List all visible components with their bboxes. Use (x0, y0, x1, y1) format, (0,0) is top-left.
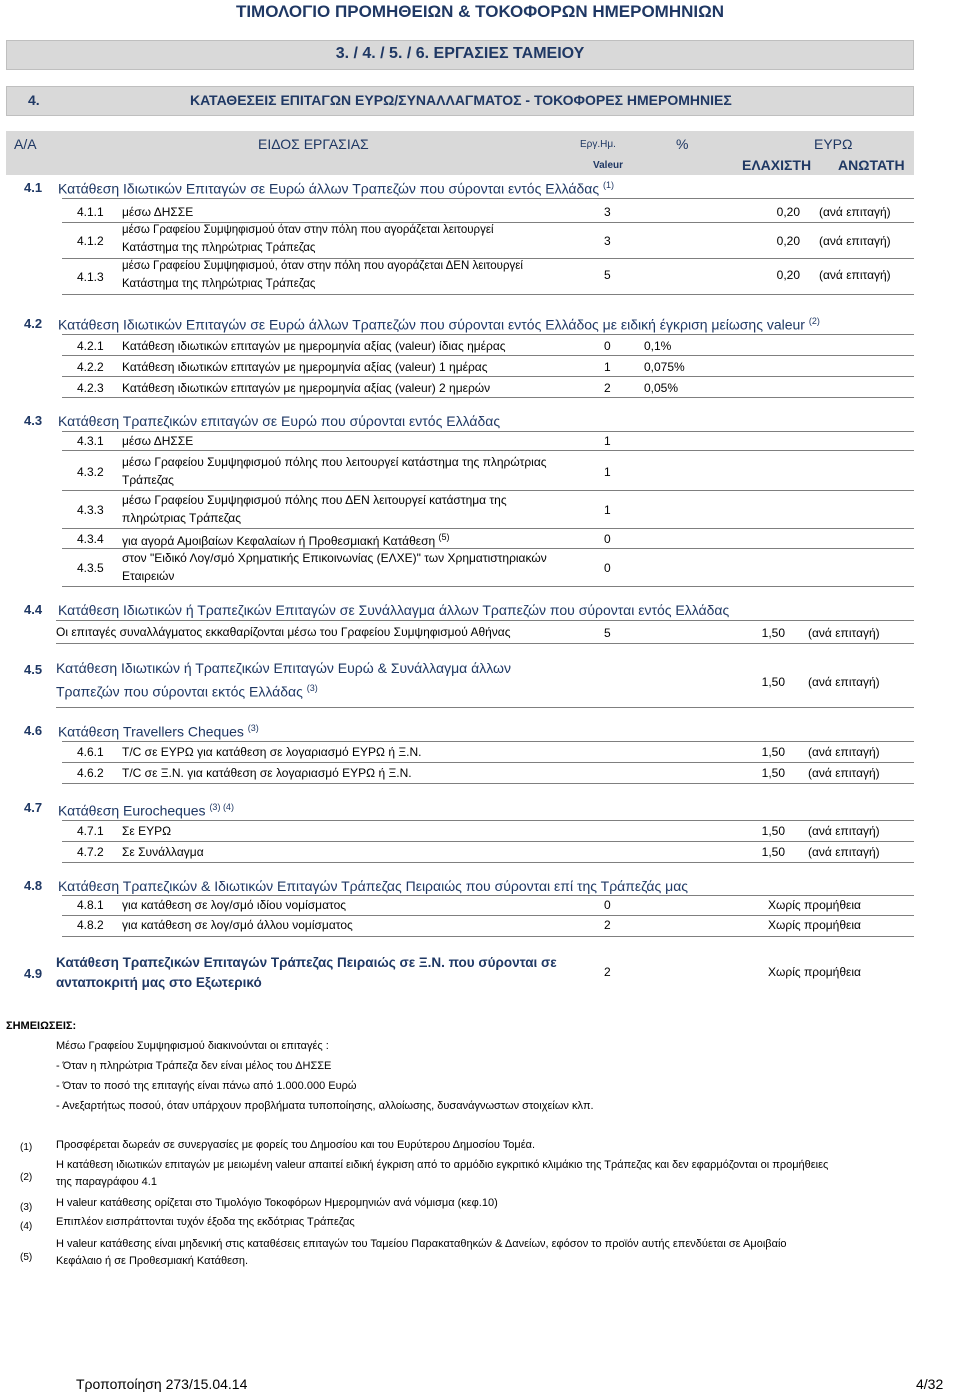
row-text: Οι επιταγές συναλλάγματος εκκαθαρίζονται μέσω του Γραφείου Συμψηφισμού Αθήνας (56, 625, 511, 639)
row-days: 1 (604, 465, 611, 479)
row-days: 1 (604, 503, 611, 517)
footnote-number: (1) (20, 1142, 33, 1153)
col-days: Εργ.Ημ. (580, 139, 616, 150)
notes-item: - Ανεξαρτήτως ποσού, όταν υπάρχουν προβλήματα τυποποίησης, αλλοίωσης, δυσανάγνωστων στοιχείων κλπ. (56, 1100, 594, 1112)
footnote-number: (5) (20, 1252, 33, 1263)
col-euro: ΕΥΡΩ (814, 136, 853, 152)
row-text-line1: μέσω Γραφείου Συμψηφισμού πόλης που ΔΕΝ λειτουργεί κατάστημα της (122, 493, 507, 507)
document-title: ΤΙΜΟΛΟΓΙΟ ΠΡΟΜΗΘΕΙΩΝ & ΤΟΚΟΦΟΡΩΝ ΗΜΕΡΟΜΗΝΙΩΝ (235, 2, 725, 21)
row-text-line1: μέσω Γραφείου Συμψηφισμού, όταν στην πόλη που αγοράζεται ΔΕΝ λειτουργεί (122, 260, 523, 272)
row-days: 5 (604, 268, 611, 282)
chapter-title: 3. / 4. / 5. / 6. ΕΡΓΑΣΙΕΣ ΤΑΜΕΙΟΥ (335, 45, 585, 62)
row-days: 1 (604, 434, 611, 448)
s45-title-line1: Κατάθεση Ιδιωτικών ή Τραπεζικών Επιταγών Ευρώ & Συνάλλαγμα άλλων (56, 660, 511, 676)
row-per-cheque: (ανά επιταγή) (808, 824, 880, 838)
divider (62, 862, 914, 863)
footnote-text: Επιπλέον εισπράττονται τυχόν έξοδα της εκδότριας Τράπεζας (56, 1216, 355, 1228)
row-min: 0,20 (776, 234, 800, 248)
row-num: 4.2.2 (77, 360, 104, 374)
divider (56, 620, 914, 621)
row-num: 4.3.5 (77, 561, 104, 575)
row-min: 1,50 (761, 675, 785, 689)
row-days: 2 (604, 381, 611, 395)
s44-num: 4.4 (24, 602, 43, 617)
row-days: 0 (604, 339, 611, 353)
row-text: Σε Συνάλλαγμα (122, 845, 204, 859)
footnote-number: (2) (20, 1172, 33, 1183)
row-pct: 0,05% (644, 381, 679, 395)
s46-num: 4.6 (24, 723, 43, 738)
divider (62, 450, 914, 451)
row-text: Σε ΕΥΡΩ (122, 824, 172, 838)
row-min: 1,50 (761, 845, 785, 859)
row-fee: Χωρίς προμήθεια (768, 898, 861, 912)
row-num: 4.2.3 (77, 381, 104, 395)
footnote-text: Προσφέρεται δωρεάν σε συνεργασίες με φορείς του Δημοσίου και του Ευρύτερου Δημοσίου Τομέα. (56, 1139, 536, 1151)
row-fee: Χωρίς προμήθεια (768, 965, 861, 979)
row-num: 4.1.3 (77, 270, 104, 284)
s41-num: 4.1 (24, 180, 43, 195)
row-per-cheque: (ανά επιταγή) (819, 234, 891, 248)
row-min: 1,50 (761, 626, 785, 640)
row-text: Τ/C σε ΕΥΡΩ για κατάθεση σε λογαριασμό ΕΥΡΩ ή Ξ.Ν. (122, 745, 422, 759)
row-fee: Χωρίς προμήθεια (768, 918, 861, 932)
row-text: Κατάθεση ιδιωτικών επιταγών με ημερομηνία αξίας (valeur) 2 ημερών (122, 381, 491, 395)
row-per-cheque: (ανά επιταγή) (808, 766, 880, 780)
divider (62, 841, 914, 842)
notes-item: - Όταν η πληρώτρια Τράπεζα δεν είναι μέλος του ΔΗΣΣΕ (56, 1060, 332, 1072)
row-text-line2: πληρώτριας Τράπεζας (122, 511, 241, 525)
s49-title-line1: Κατάθεση Τραπεζικών Επιταγών Τράπεζας Πειραιώς σε Ξ.Ν. που σύρονται σε (56, 955, 557, 970)
row-per-cheque: (ανά επιταγή) (808, 845, 880, 859)
row-text-line2: Τράπεζας (122, 473, 174, 487)
divider (62, 586, 914, 587)
divider (62, 376, 914, 377)
row-days: 2 (604, 965, 611, 979)
row-text-line1: μέσω Γραφείου Συμψηφισμού πόλης που λειτουργεί κατάστημα της πληρώτριας (122, 455, 547, 469)
col-max: ΑΝΩΤΑΤΗ (838, 157, 905, 173)
footnote-text-line1: Η κατάθεση ιδιωτικών επιταγών με μειωμένη valeur απαιτεί ειδική έγκριση από το αρμόδιο εγκριτικό κλιμάκιο της Τράπεζας και δεν εφαρμόζονται οι προμήθειες (56, 1159, 829, 1171)
divider (56, 707, 914, 708)
divider (62, 334, 914, 335)
row-days: 0 (604, 561, 611, 575)
divider (62, 783, 914, 784)
row-per-cheque: (ανά επιταγή) (819, 268, 891, 282)
footnote-number: (4) (20, 1221, 33, 1232)
s48-num: 4.8 (24, 878, 43, 893)
divider (62, 895, 914, 896)
divider (62, 915, 914, 916)
notes-heading: ΣΗΜΕΙΩΣΕΙΣ: (6, 1020, 77, 1032)
divider (62, 741, 914, 742)
divider (62, 936, 914, 937)
row-num: 4.8.2 (77, 918, 104, 932)
s48-title: Κατάθεση Τραπεζικών & Ιδιωτικών Επιταγών Τράπεζας Πειραιώς που σύρονται επί της Τράπεζάς μας (58, 878, 689, 894)
row-text: για κατάθεση σε λογ/σμό άλλου νομίσματος (122, 918, 353, 932)
row-days: 3 (604, 234, 611, 248)
s47-num: 4.7 (24, 800, 43, 815)
row-text: για κατάθεση σε λογ/σμό ιδίου νομίσματος (122, 898, 347, 912)
row-min: 1,50 (761, 766, 785, 780)
row-num: 4.2.1 (77, 339, 104, 353)
row-pct: 0,1% (644, 339, 672, 353)
divider (62, 490, 914, 491)
s45-title-line2: Τραπεζών που σύρονται εκτός Ελλάδας $^{(3)}$ (56, 683, 318, 700)
col-min: ΕΛΑΧΙΣΤΗ (742, 157, 812, 173)
row-days: 5 (604, 626, 611, 640)
s49-num: 4.9 (24, 966, 43, 981)
col-kind: ΕΙΔΟΣ ΕΡΓΑΣΙΑΣ (258, 136, 369, 152)
divider (62, 431, 914, 432)
s41-title: Κατάθεση Ιδιωτικών Επιταγών σε Ευρώ άλλων Τραπεζών που σύρονται εντός Ελλάδας $^{(1)}$ (58, 180, 614, 197)
row-text: μέσω ΔΗΣΣΕ (122, 434, 194, 448)
row-num: 4.7.1 (77, 824, 104, 838)
row-text-line1: στον "Ειδικό Λογ/σμό Χρηματικής Επικοινωνίας (ΕΛΧΕ)" των Χρηματιστηριακών (122, 551, 547, 565)
row-num: 4.3.3 (77, 503, 104, 517)
divider (62, 258, 914, 259)
divider (62, 548, 914, 549)
notes-item: - Όταν το ποσό της επιταγής είναι πάνω από 1.000.000 Ευρώ (56, 1080, 357, 1092)
row-min: 1,50 (761, 745, 785, 759)
s42-num: 4.2 (24, 316, 43, 331)
notes-intro: Μέσω Γραφείου Συμψηφισμού διακινούνται οι επιταγές : (56, 1040, 329, 1052)
divider (62, 762, 914, 763)
s47-title: Κατάθεση Eurocheques $^{(3) (4)}$ (58, 802, 234, 819)
row-min: 0,20 (776, 268, 800, 282)
s44-title: Κατάθεση Ιδιωτικών ή Τραπεζικών Επιταγών σε Συνάλλαγμα άλλων Τραπεζών που σύρονται εντός Ελλάδας (58, 602, 730, 618)
row-text: Τ/C σε Ξ.Ν. για κατάθεση σε λογαριασμό ΕΥΡΩ ή Ξ.Ν. (122, 766, 412, 780)
s43-title: Κατάθεση Τραπεζικών επιταγών σε Ευρώ που σύρονται εντός Ελλάδας (58, 413, 501, 429)
row-num: 4.7.2 (77, 845, 104, 859)
row-days: 3 (604, 205, 611, 219)
divider (62, 198, 914, 199)
col-pct: % (676, 136, 689, 152)
row-text-line2: Κατάστημα της πληρώτριας Τράπεζας (122, 278, 316, 290)
footnote-text-line1: Η valeur κατάθεσης είναι μηδενική στις καταθέσεις επιταγών του Ταμείου Παρακαταθηκών & Δανείων, εφόσον το προϊόν αυτής επενδύεται σε Αμοιβαίο (56, 1238, 787, 1250)
row-text-line2: Κατάστημα της πληρώτριας Τράπεζας (122, 242, 316, 254)
s49-title-line2: ανταποκριτή μας στο Εξωτερικό (56, 975, 262, 990)
col-valeur: Valeur (593, 160, 624, 171)
s46-title: Κατάθεση Travellers Cheques $^{(3)}$ (58, 723, 259, 740)
divider (62, 222, 914, 223)
footnote-text-line2: Κεφάλαιο ή σε Προθεσμιακή Κατάθεση. (56, 1255, 249, 1267)
divider (62, 528, 914, 529)
row-per-cheque: (ανά επιταγή) (808, 675, 880, 689)
s42-title: Κατάθεση Ιδιωτικών Επιταγών σε Ευρώ άλλων Τραπεζών που σύρονται εντός Ελλάδος με ειδική έγκριση μείωσης valeur $^{(2)}$ (58, 316, 820, 333)
row-text: Κατάθεση ιδιωτικών επιταγών με ημερομηνία αξίας (valeur) ίδιας ημέρας (122, 339, 506, 353)
row-days: 2 (604, 918, 611, 932)
footnote-text-line2: της παραγράφου 4.1 (56, 1176, 157, 1188)
row-num: 4.3.2 (77, 465, 104, 479)
footnote-number: (3) (20, 1202, 33, 1213)
row-num: 4.1.1 (77, 205, 104, 219)
section-title: ΚΑΤΑΘΕΣΕΙΣ ΕΠΙΤΑΓΩΝ ΕΥΡΩ/ΣΥΝΑΛΛΑΓΜΑΤΟΣ - ΤΟΚΟΦΟΡΕΣ ΗΜΕΡΟΜΗΝΙΕΣ (190, 92, 732, 108)
row-text: Κατάθεση ιδιωτικών επιταγών με ημερομηνία αξίας (valeur) 1 ημέρας (122, 360, 488, 374)
row-num: 4.3.1 (77, 434, 104, 448)
footnote-text: Η valeur κατάθεσης ορίζεται στο Τιμολόγιο Τοκοφόρων Ημερομηνιών ανά νόμισμα (κεφ.10) (56, 1197, 498, 1209)
divider (56, 643, 914, 644)
section-number: 4. (28, 92, 40, 108)
row-per-cheque: (ανά επιταγή) (819, 205, 891, 219)
row-min: 1,50 (761, 824, 785, 838)
divider (62, 397, 914, 398)
row-text-line1: μέσω Γραφείου Συμψηφισμού όταν στην πόλη που αγοράζεται λειτουργεί (122, 224, 494, 236)
divider (62, 294, 914, 295)
row-days: 0 (604, 898, 611, 912)
row-num: 4.1.2 (77, 234, 104, 248)
divider (62, 355, 914, 356)
row-num: 4.8.1 (77, 898, 104, 912)
row-text: μέσω ΔΗΣΣΕ (122, 205, 194, 219)
row-per-cheque: (ανά επιταγή) (808, 626, 880, 640)
col-aa: Α/Α (14, 136, 37, 152)
footer-page-number: 4/32 (916, 1376, 944, 1392)
row-days: 1 (604, 360, 611, 374)
row-min: 0,20 (776, 205, 800, 219)
row-num: 4.6.1 (77, 745, 104, 759)
row-num: 4.3.4 (77, 532, 104, 546)
s45-num: 4.5 (24, 662, 43, 677)
row-num: 4.6.2 (77, 766, 104, 780)
footer-revision: Τροποποίηση 273/15.04.14 (76, 1376, 248, 1392)
row-text: για αγορά Αμοιβαίων Κεφαλαίων ή Προθεσμιακή Κατάθεση $^{(5)}$ (122, 532, 450, 548)
row-per-cheque: (ανά επιταγή) (808, 745, 880, 759)
divider (62, 820, 914, 821)
row-pct: 0,075% (644, 360, 685, 374)
row-days: 0 (604, 532, 611, 546)
s43-num: 4.3 (24, 413, 43, 428)
row-text-line2: Εταιρειών (122, 569, 175, 583)
